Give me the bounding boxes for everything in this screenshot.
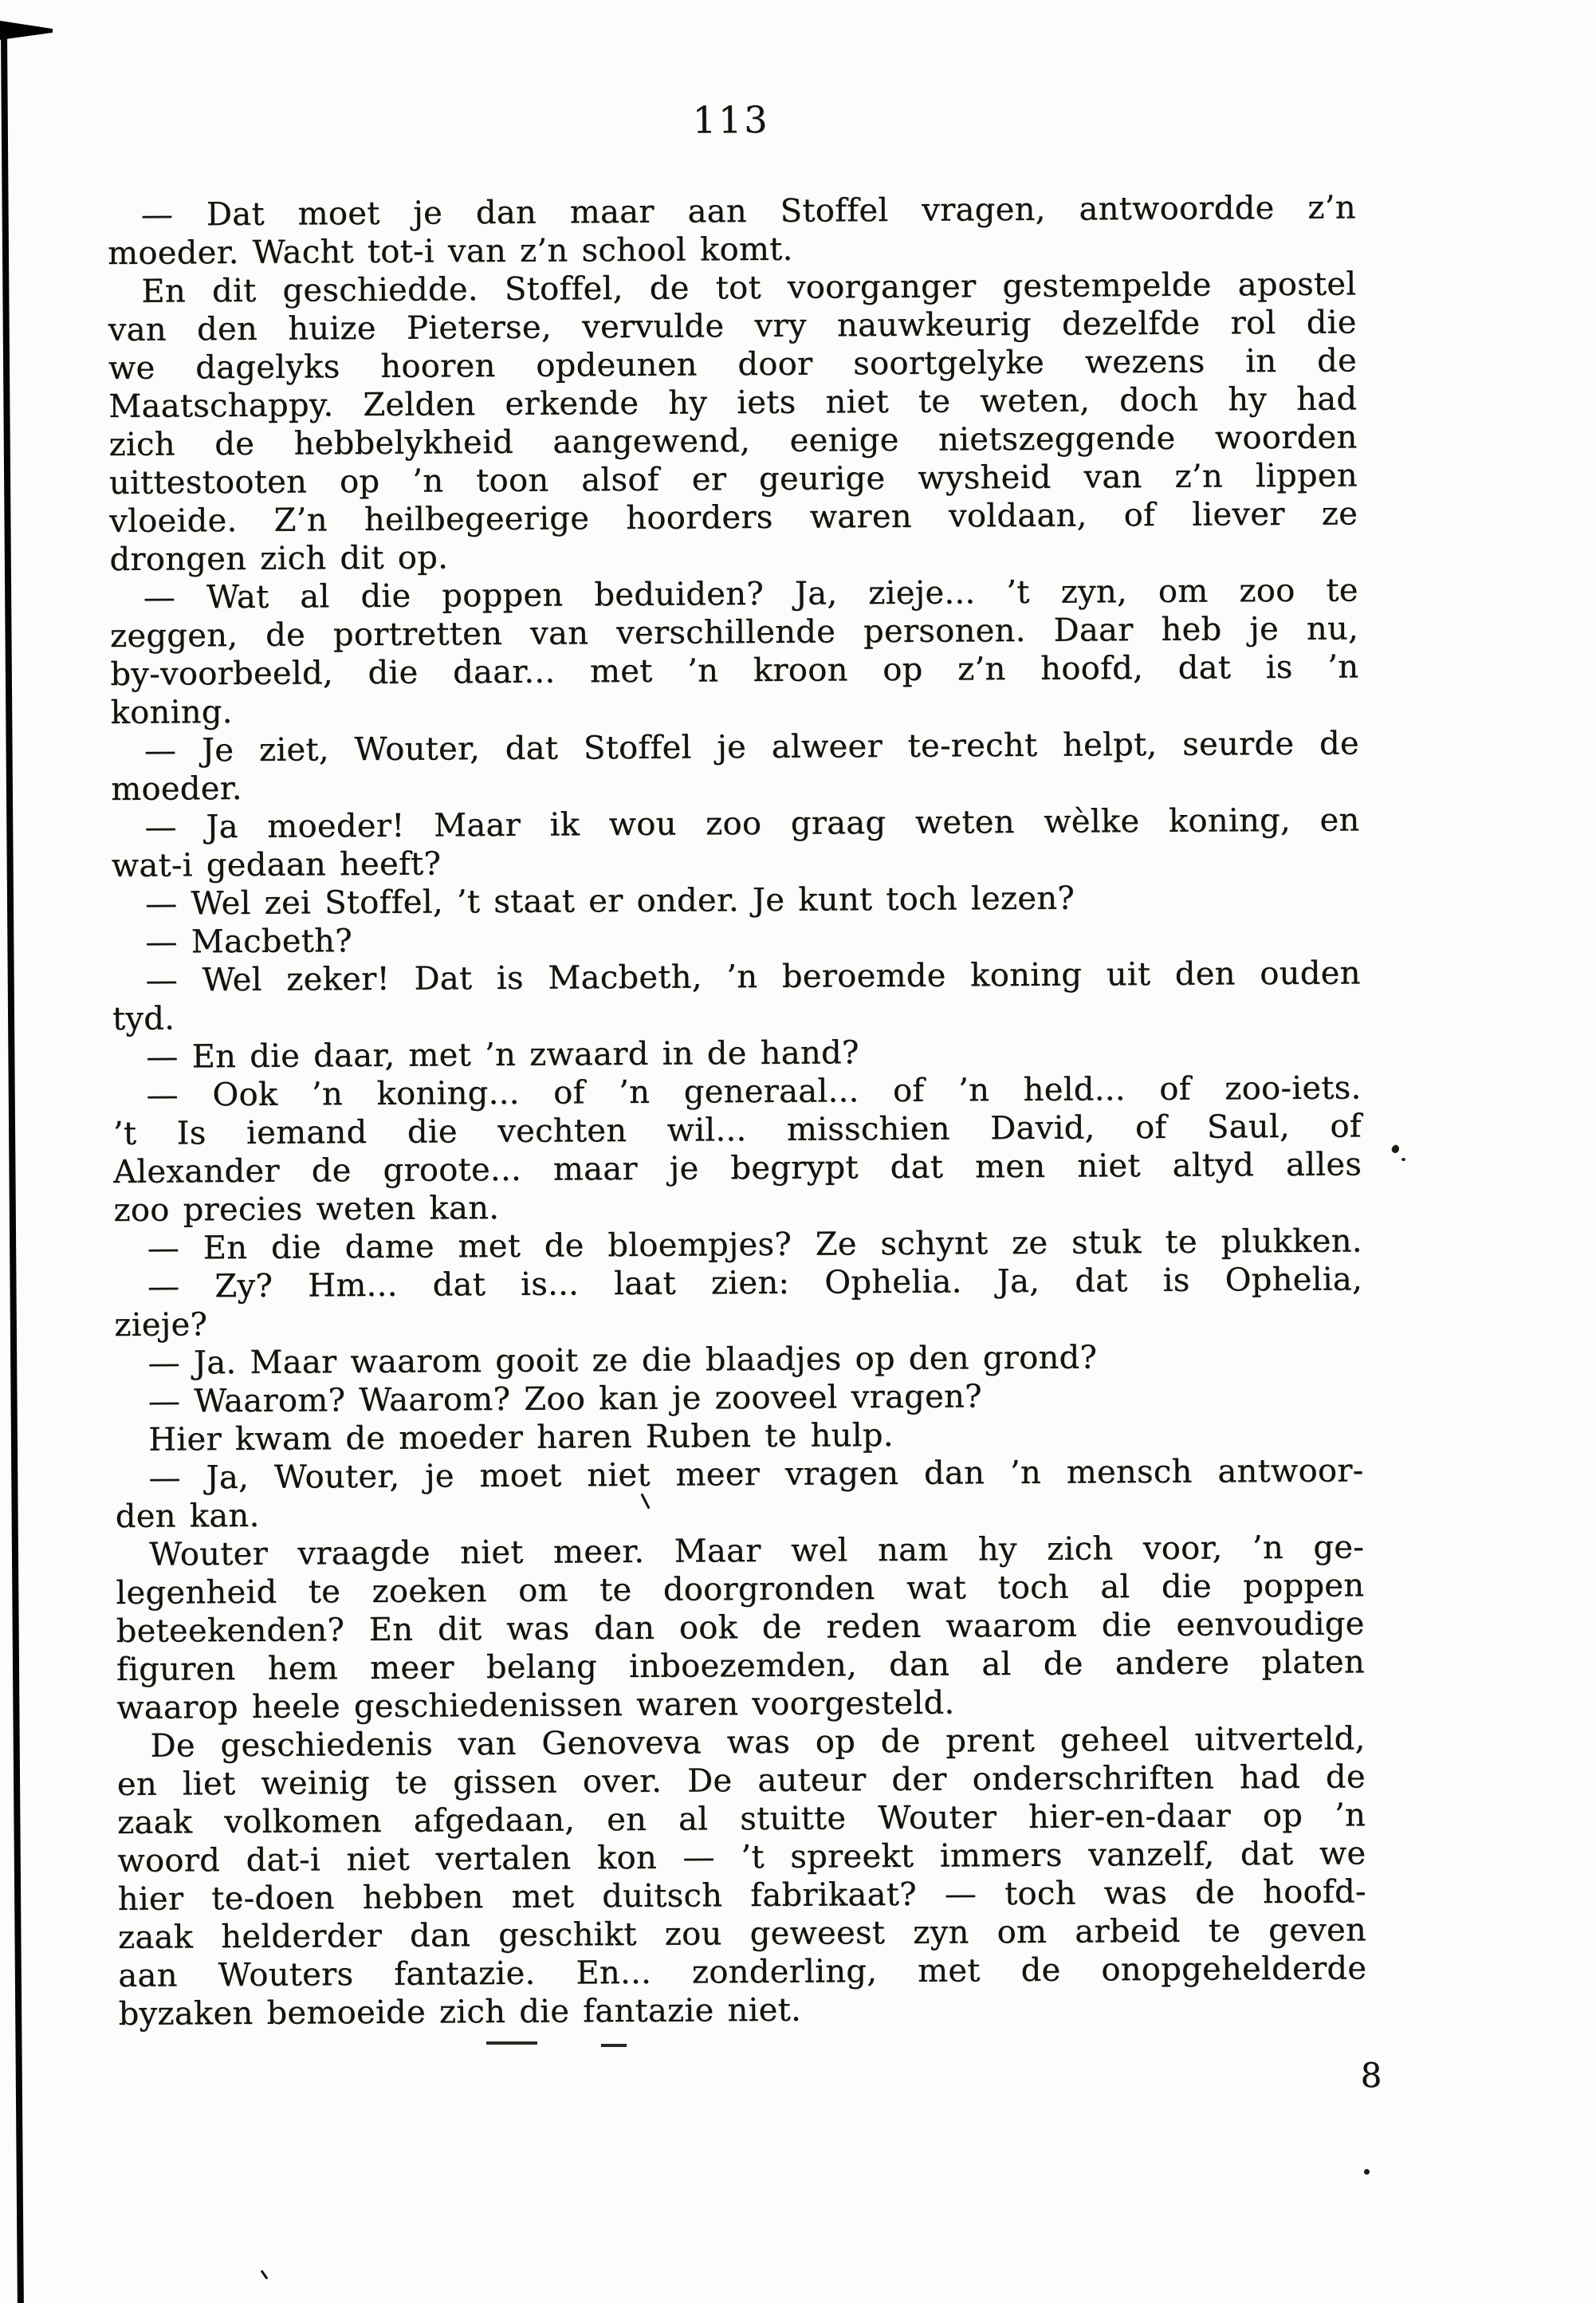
text-line: moeder. Wacht tot-i van z’n school komt. [108, 230, 793, 272]
text-line: Hier kwam de moeder haren Ruben te hulp. [148, 1417, 894, 1459]
text-line: — Dat moet je dan maar aan Stoffel vragen, antwoordde z’n [140, 189, 1356, 234]
text-line: — Waarom? Waarom? Zoo kan je zooveel vragen? [147, 1378, 983, 1420]
text-line: — Ja, Wouter, je moet niet meer vragen dan ’n mensch antwoor- [148, 1452, 1364, 1497]
text-line: van den huize Pieterse, vervulde vry nauwkeurig dezelfde rol die [108, 304, 1357, 348]
text-line: De geschiedenis van Genoveva was op de prent geheel uitverteld, [150, 1720, 1366, 1765]
text-line: — Ja moeder! Maar ik wou zoo graag weten wèlke koning, en [144, 801, 1360, 846]
text-line: legenheid te zoeken om te doorgronden wat toch al die poppen [116, 1567, 1365, 1612]
text-line: ’t Is iemand die vechten wil... misschien David, of Saul, of [112, 1108, 1362, 1152]
text-line: zieje? [114, 1306, 208, 1344]
text-line: by-voorbeeld, die daar... met ’n kroon op z’n hoofd, dat is ’n [110, 648, 1359, 693]
scan-artifact-corner-wedge [0, 21, 53, 40]
text-line: woord dat-i niet vertalen kon — ’t spreekt immers vanzelf, dat we [117, 1835, 1366, 1880]
scan-speck [1390, 1144, 1401, 1154]
text-line: zaak helderder dan geschikt zou geweest zyn om arbeid te geven [117, 1911, 1367, 1956]
text-line: — Zy? Hm... dat is... laat zien: Ophelia. Ja, dat is Ophelia, [147, 1261, 1363, 1305]
text-line: En dit geschiedde. Stoffel, de tot voorganger gestempelde apostel [141, 266, 1357, 310]
text-line: tyd. [112, 1000, 175, 1037]
text-line: Alexander de groote... maar je begrypt dat men niet altyd alles [113, 1146, 1362, 1191]
text-line: uittestooten op ’n toon alsof er geurige wysheid van z’n lippen [108, 457, 1358, 502]
text-line: — Wel zeker! Dat is Macbeth, ’n beroemde koning uit den ouden [145, 955, 1361, 999]
text-line: en liet weinig te gissen over. De auteur der onderschriften had de [116, 1758, 1366, 1803]
text-line: — Macbeth? [145, 923, 353, 961]
scan-speck [1364, 2169, 1370, 2175]
signature-mark: 8 [1360, 2056, 1382, 2095]
text-line: — Wel zei Stoffel, ’t staat er onder. Je kunt toch lezen? [145, 880, 1075, 923]
text-line: hier te-doen hebben met duitsch fabrikaat? — toch was de hoofd- [117, 1873, 1366, 1918]
text-line: — En die dame met de bloempjes? Ze schynt ze stuk te plukken. [147, 1222, 1362, 1267]
text-line: koning. [110, 694, 233, 731]
text-line: waarop heele geschiedenissen waren voorgesteld. [116, 1684, 955, 1726]
page-number: 113 [692, 97, 770, 142]
scan-underline-artifact [486, 2041, 537, 2045]
scan-artifact-binding-edge [1, 33, 24, 2303]
text-line: byzaken bemoeide zich die fantazie niet. [118, 1991, 802, 2033]
text-line: Wouter vraagde niet meer. Maar wel nam hy zich voor, ’n ge- [148, 1529, 1365, 1573]
text-line: — Ja. Maar waarom gooit ze die blaadjes op den grond? [147, 1339, 1098, 1382]
text-line: zoo precies weten kan. [113, 1190, 500, 1229]
text-line: zaak volkomen afgedaan, en al stuitte Wouter hier-en-daar op ’n [117, 1797, 1366, 1841]
scan-underline-artifact [601, 2044, 627, 2047]
text-line: — Je ziet, Wouter, dat Stoffel je alweer te-recht helpt, seurde de [143, 725, 1360, 770]
text-line: beteekenden? En dit was dan ook de reden waarom die eenvoudige [116, 1605, 1365, 1650]
text-line: wat-i gedaan heeft? [111, 845, 442, 884]
text-line: we dagelyks hooren opdeunen door soortgelyke wezens in de [108, 342, 1358, 387]
text-line: vloeide. Z’n heilbegeerige hoorders waren voldaan, of liever ze [109, 495, 1358, 540]
text-line: den kan. [115, 1497, 260, 1535]
scan-speck [1401, 1158, 1405, 1161]
text-line: zich de hebbelykheid aangewend, eenige nietszeggende woorden [108, 419, 1358, 463]
text-line: — En die daar, met ’n zwaard in de hand? [146, 1034, 859, 1076]
text-block [107, 94, 1367, 2033]
text-line: figuren hem meer belang inboezemden, dan al de andere platen [116, 1644, 1366, 1688]
body-text [108, 188, 1367, 2033]
scan-stray-mark [261, 2270, 269, 2279]
text-line: aan Wouters fantazie. En... zonderling, met de onopgehelderde [118, 1950, 1367, 1994]
text-line: — Wat al die poppen beduiden? Ja, zieje... ’t zyn, om zoo te [143, 572, 1358, 616]
text-line: zeggen, de portretten van verschillende personen. Daar heb je nu, [109, 610, 1359, 655]
text-line: drongen zich dit op. [109, 539, 449, 578]
text-line: moeder. [111, 770, 242, 808]
text-line: Maatschappy. Zelden erkende hy iets niet te weten, doch hy had [108, 380, 1358, 425]
text-line: — Ook ’n koning... of ’n generaal... of ’n held... of zoo-iets. [146, 1069, 1362, 1114]
